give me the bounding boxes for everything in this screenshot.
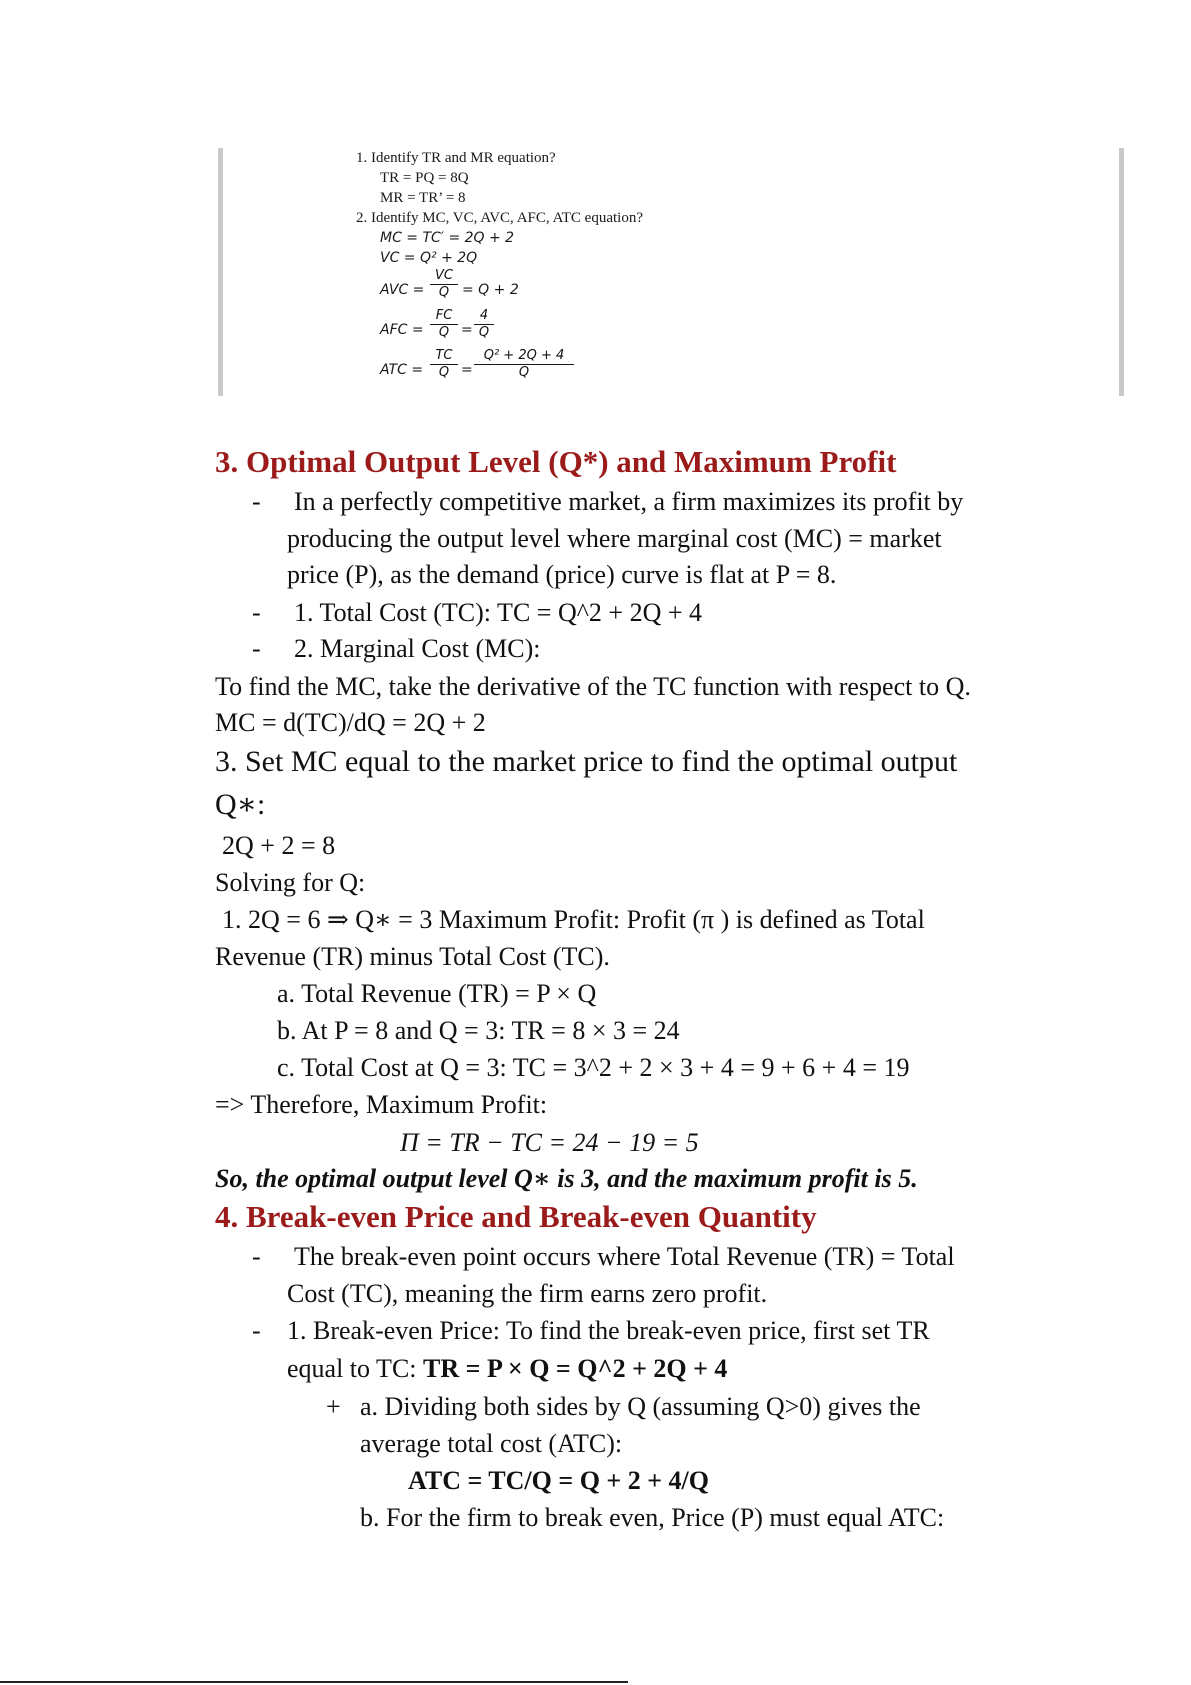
step-3-line-2: Q∗: [215,788,266,821]
mc-equation: MC = TC′ = 2Q + 2 [380,230,515,246]
solution-line-1: 1. 2Q = 6 ⇒ Q∗ = 3 Maximum Profit: Profit (π ) is defined as Total [222,905,925,934]
afc-fraction-2 [474,308,494,341]
avc-rhs: = Q + 2 [462,282,519,298]
bullet-dash: - [252,1316,261,1345]
image-right-border [1119,148,1124,396]
item-c: c. Total Cost at Q = 3: TC = 3^2 + 2 × 3 + 4 = 9 + 6 + 4 = 19 [277,1053,910,1082]
afc-fraction-1 [430,308,458,341]
afc-numerator-2: 4 [474,308,494,325]
section-3-bullet-3: 2. Marginal Cost (MC): [294,634,541,663]
question-2: 2. Identify MC, VC, AVC, AFC, ATC equation? [356,210,643,226]
solution-line-2: Revenue (TR) minus Total Cost (TC). [215,942,610,971]
atc-denominator-1: Q [438,365,450,380]
mr-equation: MR = TR’ = 8 [380,190,466,206]
avc-lhs: AVC = [380,282,425,298]
afc-numerator-1: FC [430,308,458,325]
footer-rule [0,1681,600,1683]
bullet-dash: - [252,487,261,516]
atc-denominator-2: Q [518,365,530,380]
atc-formula: ATC = TC/Q = Q + 2 + 4/Q [408,1466,709,1495]
section-3-bullet-1-line-1: In a perfectly competitive market, a firm maximizes its profit by [294,487,964,516]
section-3-heading: 3. Optimal Output Level (Q*) and Maximum Profit [215,444,897,479]
section-4-bullet-2-line-1: 1. Break-even Price: To find the break-even price, first set TR [287,1316,930,1345]
tr-tc-equation: TR = P × Q = Q^2 + 2Q + 4 [423,1354,728,1383]
tr-tc-prefix: equal to TC: [287,1354,424,1383]
image-left-border [218,148,223,396]
tr-equation: TR = PQ = 8Q [380,170,469,186]
avc-numerator: VC [430,268,458,285]
plus-bullet: + [326,1392,341,1421]
afc-denominator-1: Q [438,325,450,340]
conclusion: So, the optimal output level Q∗ is 3, and the maximum profit is 5. [215,1164,918,1193]
afc-denominator-2: Q [478,325,490,340]
sub-a-line-1: a. Dividing both sides by Q (assuming Q>0) gives the [360,1392,921,1421]
atc-numerator-1: TC [430,348,458,365]
atc-fraction-1 [430,348,458,381]
section-3-bullet-2: 1. Total Cost (TC): TC = Q^2 + 2Q + 4 [294,598,703,627]
sub-a-line-2: average total cost (ATC): [360,1429,623,1458]
avc-fraction [430,268,458,301]
avc-denominator: Q [438,285,450,300]
bullet-dash: - [252,1242,261,1271]
mc-equals-price: 2Q + 2 = 8 [222,831,336,860]
mc-explanation: To find the MC, take the derivative of the TC function with respect to Q. [215,672,971,701]
item-a: a. Total Revenue (TR) = P × Q [277,979,597,1008]
section-3-bullet-1-line-3: price (P), as the demand (price) curve is flat at P = 8. [287,560,837,589]
section-3-bullet-1-line-2: producing the output level where marginal cost (MC) = market [287,524,942,553]
footer-rule-segment [600,1681,628,1683]
therefore-line: => Therefore, Maximum Profit: [215,1090,548,1119]
atc-lhs: ATC = [380,362,424,378]
section-4-bullet-1-line-2: Cost (TC), meaning the firm earns zero profit. [287,1279,768,1308]
atc-numerator-2: Q² + 2Q + 4 [474,348,574,365]
atc-fraction-2 [474,348,574,381]
item-b: b. At P = 8 and Q = 3: TR = 8 × 3 = 24 [277,1016,680,1045]
afc-equals: = [461,322,473,338]
atc-equals: = [461,362,473,378]
embedded-answer-image [218,148,1124,396]
section-4-bullet-2-line-2 [287,1352,727,1386]
solving-for-q: Solving for Q: [215,868,366,897]
question-1: 1. Identify TR and MR equation? [356,150,556,166]
profit-equation: Π = TR − TC = 24 − 19 = 5 [400,1128,699,1157]
vc-equation: VC = Q² + 2Q [380,250,478,266]
sub-b: b. For the firm to break even, Price (P) must equal ATC: [360,1503,945,1532]
bullet-dash: - [252,634,261,663]
afc-lhs: AFC = [380,322,424,338]
section-4-heading: 4. Break-even Price and Break-even Quantity [215,1199,817,1234]
bullet-dash: - [252,598,261,627]
step-3-line-1: 3. Set MC equal to the market price to find the optimal output [215,745,958,778]
mc-derivative: MC = d(TC)/dQ = 2Q + 2 [215,708,486,737]
section-4-bullet-1-line-1: The break-even point occurs where Total Revenue (TR) = Total [294,1242,955,1271]
